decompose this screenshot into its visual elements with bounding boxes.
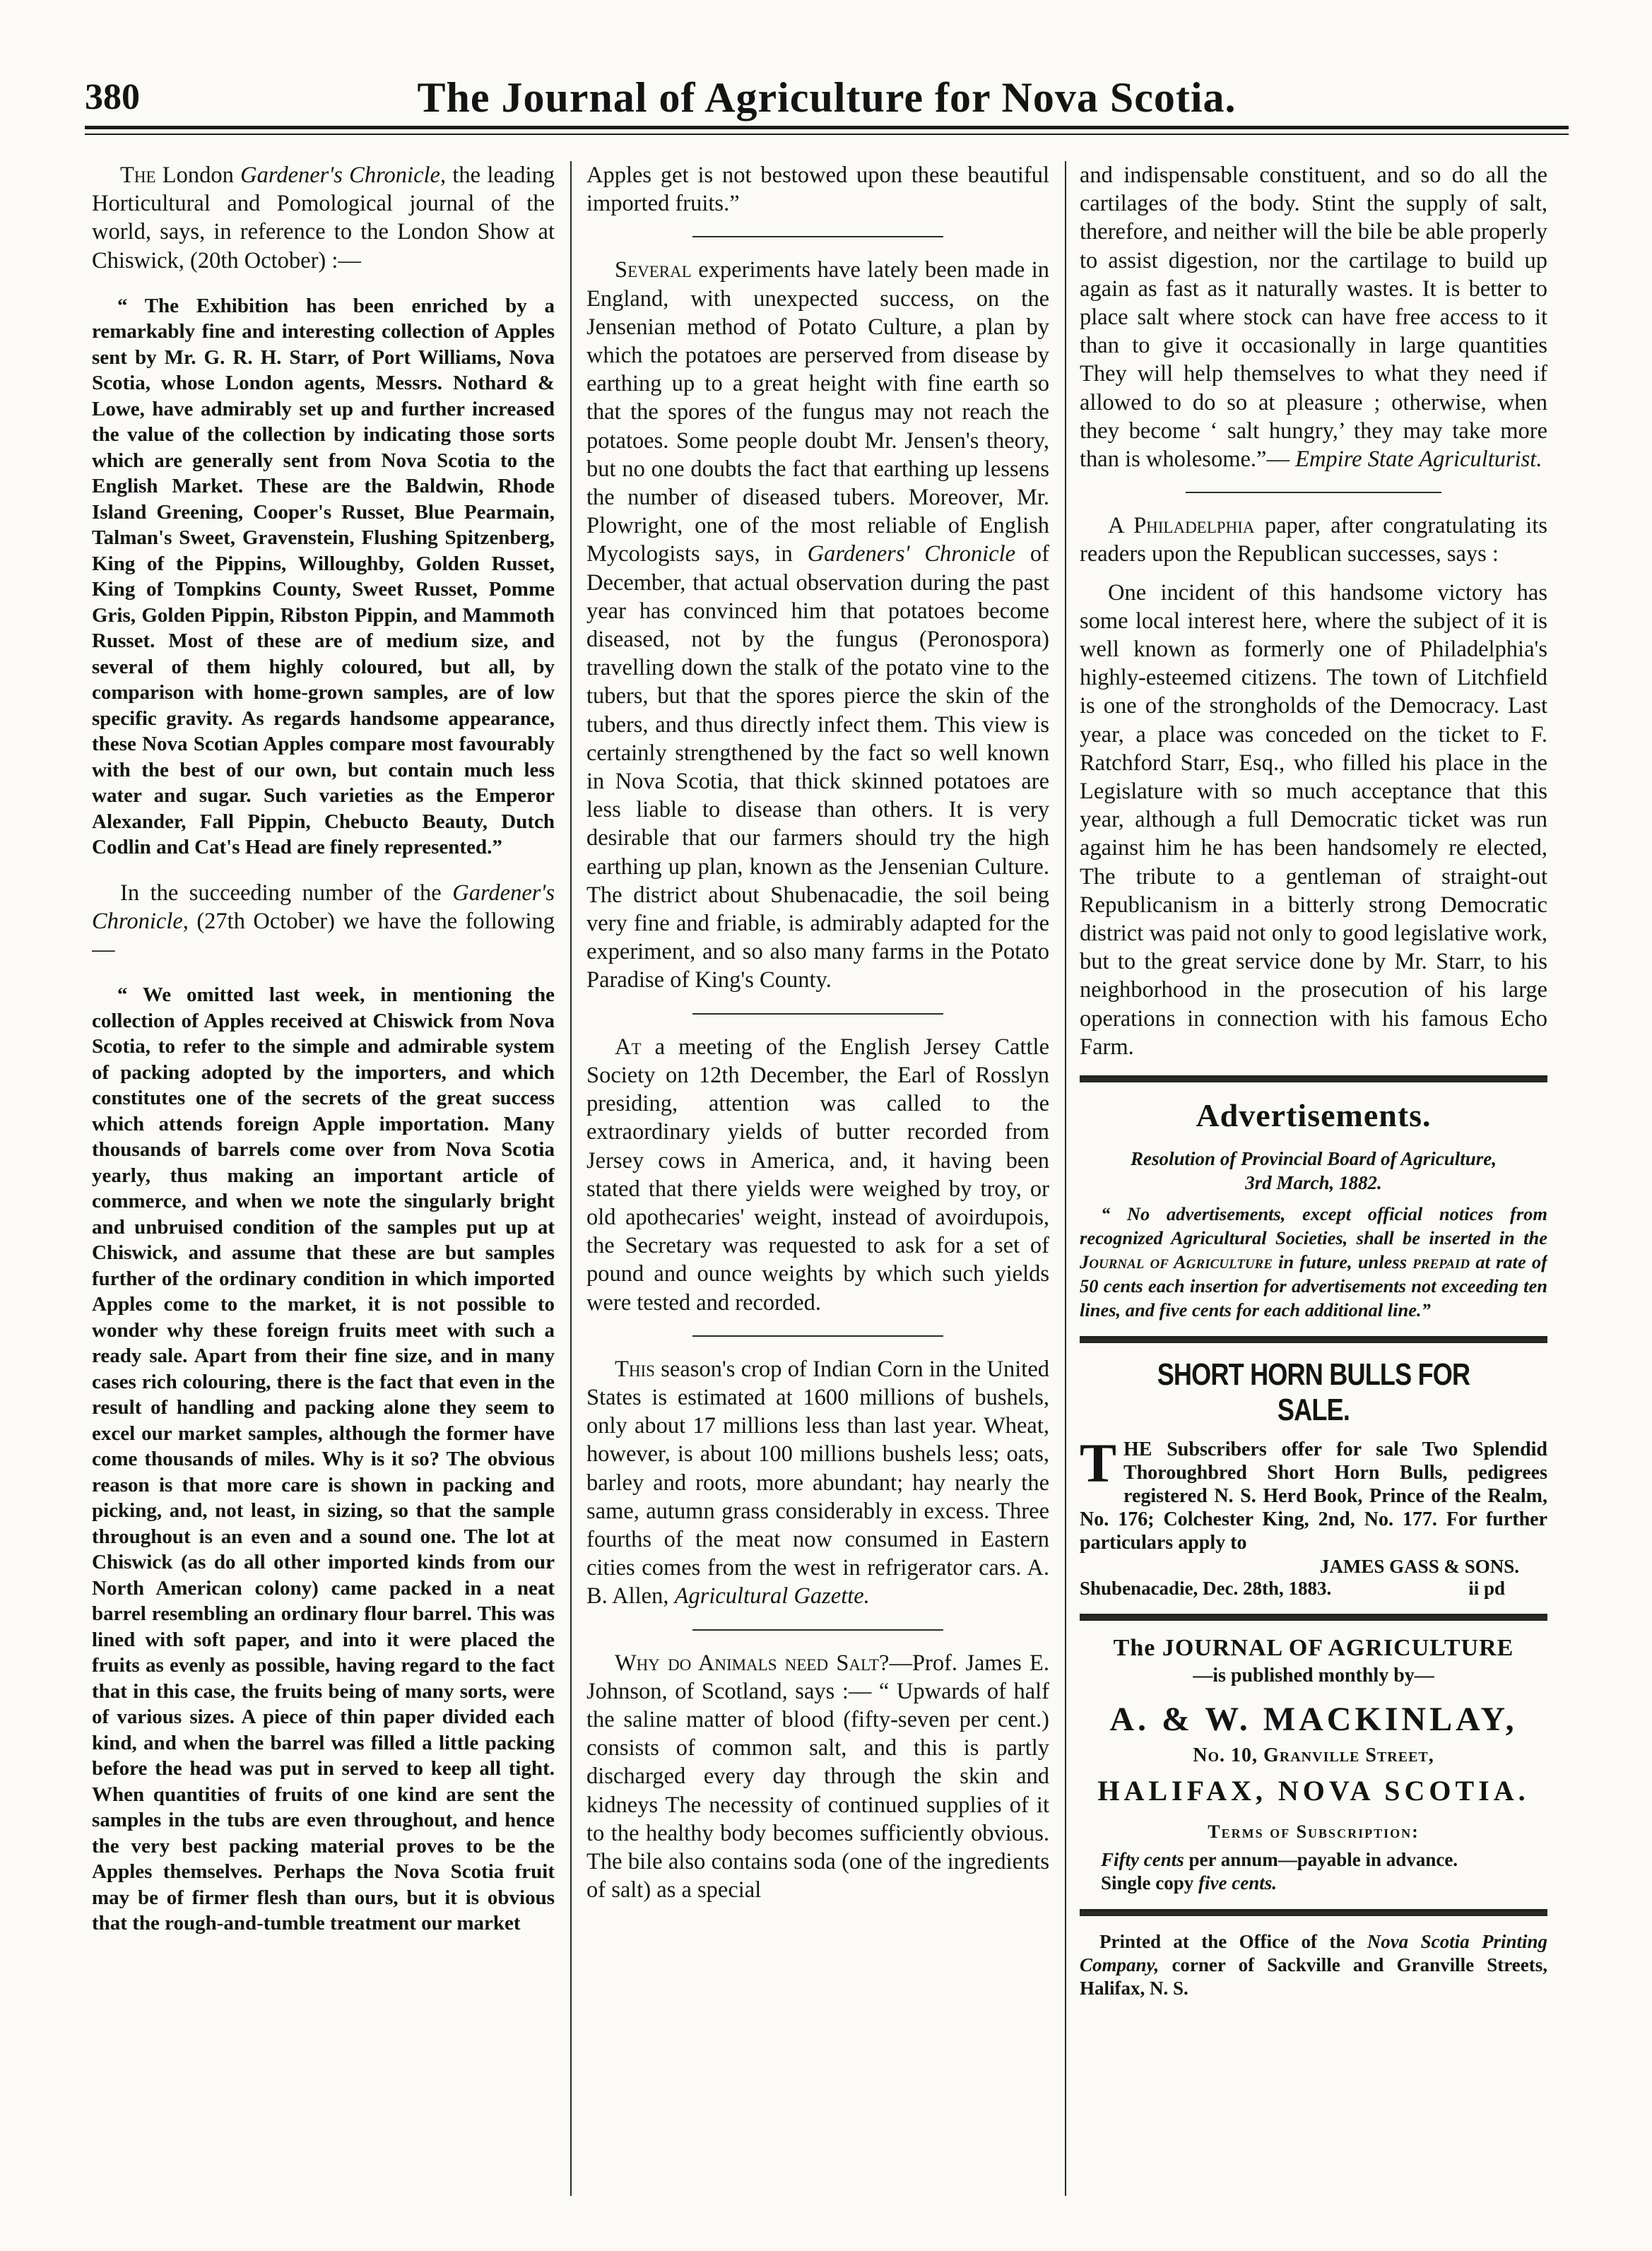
publisher-address: No. 10, Granville Street, (1193, 1744, 1434, 1767)
advertisements-heading: Advertisements. (1196, 1097, 1432, 1134)
column-1 (92, 161, 555, 2203)
header-rule-thin (85, 134, 1569, 135)
bulls-ad-title: SHORT HORN BULLS FOR SALE. (1157, 1357, 1470, 1428)
terms-annual: Fifty cents per annum—payable in advance. (1101, 1849, 1458, 1871)
terms-single: Single copy five cents. (1101, 1872, 1277, 1894)
article-philadelphia-intro: A Philadelphia paper, after congratulating its readers upon the Republican successes, says : (1080, 513, 1547, 567)
quote-continuation: Apples get is not bestowed upon these beautiful imported fruits.” (586, 163, 1049, 217)
bulls-ad-dateline: Shubenacadie, Dec. 28th, 1883. ii pd (1080, 1578, 1505, 1600)
header-rule (85, 126, 1569, 129)
page-number: 380 (85, 77, 140, 117)
article-divider (1186, 492, 1441, 493)
article-chiswick-followup: In the succeeding number of the Gardener's Chronicle, (27th October) we have the following — (92, 880, 555, 963)
publisher-name: A. & W. MACKINLAY, (1109, 1701, 1518, 1739)
quote-packing: “ We omitted last week, in mentioning the collection of Apples received at Chiswick from Nova Scotia, to refer to the simple and admirable system of packing adopted by the importers, and which constitutes one of the secrets of the great success which attends foreign Apple importation. Many thousands of barrels come over from Nova Scotia yearly, thus making an important article of commerce, and when we note the singularly bright and unbruised condition of the samples put up at Chiswick, and assume that these are but samples further of the ordinary condition in which imported Apples come to the market, it is not possible to wonder why these foreign fruits meet with such a ready sale. Apart from their fine size, and in many cases rich colouring, there is the fact that even in the result of handling and packing alone they seem to excel our market samples, although the former have come thousands of miles. Why is it so? The obvious reason is that more care is shown in packing and picking, and, not least, in sizing, so that the sample throughout is an even and a sound one. The lot at Chiswick (as do all other imported kinds from our North American colony) came packed in a neat barrel resembling an ordinary flour barrel. This was lined with soft paper, and into it were placed the fruits as evenly as possible, having regard to the fact that in this case, the fruits being of many sorts, were of various sizes. A piece of thin paper divided each kind, and when the barrel was filled a little packing before the head was put in served to keep all tight. When quantities of fruits of one kind are sent the samples in the tubs are even throughout, and hence the very best packing material proves to be the Apples themselves. Perhaps the Nova Scotia fruit may be of firmer flesh than ours, but it is obvious that the rough-and-tumble treatment our market (92, 983, 555, 1935)
ad-divider (1080, 1336, 1547, 1343)
column-2 (586, 161, 1049, 2203)
article-indian-corn: This season's crop of Indian Corn in the United States is estimated at 1600 millions of bushels, only about 17 millions less than last year. Wheat, however, is about 100 millions bushels less; oats, barley and roots, more abundant; hay nearly the same, autumn grass considerably in excess. Three fourths of the meat now consumed in Eastern cities comes from the west in refrigerator cars. A. B. Allen, Agricultural Gazette. (586, 1356, 1049, 1609)
publisher-city: HALIFAX, NOVA SCOTIA. (1097, 1775, 1530, 1807)
article-jersey-cattle: At a meeting of the English Jersey Cattle Society on 12th December, the Earl of Rosslyn presiding, attention was called to the extraordinary yields of butter recorded from Jersey cows in America, and, it having been stated that there yields were weighed by troy, or old apothecaries' weight, instead of avoirdupois, the Secretary was requested to ask for a set of pound and ounce weights by which such yields were tested and recorded. (586, 1034, 1049, 1316)
article-animal-salt: Why do Animals need Salt?—Prof. James E. Johnson, of Scotland, says :— “ Upwards of half the saline matter of blood (fifty-seven per cent.) consists of common salt, and this is partly discharged every day through the skin and kidneys The necessity of continued supplies of it to the healthy body becomes sufficiently obvious. The bile also contains soda (one of the ingredients of salt) as a special (586, 1650, 1049, 1903)
terms-title: Terms of Subscription: (1208, 1821, 1420, 1843)
column-rule (1065, 161, 1066, 2196)
bulls-ad-text: THE Subscribers offer for sale Two Splendid Thoroughbred Short Horn Bulls, pedigrees registered N. S. Herd Book, Prince of the Realm, No. 176; Colchester King, 2nd, No. 177. For further particulars apply to (1080, 1432, 1547, 1554)
article-divider (692, 1013, 943, 1015)
article-divider (692, 1629, 943, 1631)
article-animal-salt-continued: and indispensable constituent, and so do all the cartilages of the body. Stint the supply of salt, therefore, and neither will the bile be able properly to assist digestion, nor the cartilage to build up again as fast as it naturally wastes. It is better to place salt where stock can have free access to it than to give it occasionally in large quantities They will help themselves to what they need if allowed to do so at pleasure ; otherwise, when they become ‘ salt hungry,’ they may take more than is wholesome.”— Empire State Agriculturist. (1080, 163, 1547, 473)
article-potato-culture: Several experiments have lately been made in England, with unexpected success, on the Jensenian method of Potato Culture, a plan by which the potatoes are perserved from disease by earthing up to a great height with fine earth so that the spores of the fungus may not reach the potatoes. Some people doubt Mr. Jensen's theory, but no one doubts the fact that earthing up lessens the number of diseased tubers. Moreover, Mr. Plowright, one of the most reliable of English Mycologists says, in Gardeners' Chronicle of December, that actual observation during the past year has convinced him that potatoes become diseased, not by the fungus (Peronospora) travelling down the stalk of the potato vine to the tubers, but that the spores pierce the skin of the tubers, and thus directly infect them. This view is certainly strengthened by the fact so well known in Nova Scotia, that thick skinned potatoes are less liable to disease than others. It is very desirable that our farmers should try the high earthing up plan, known as the Jensenian Culture. The district about Shubenacadie, the soil being very fine and friable, is admirably adapted for the experiment, and so also many farms in the Potato Paradise of King's County. (586, 257, 1049, 993)
article-philadelphia-quote: One incident of this handsome victory has some local interest here, where the subject of it is well known as formerly one of Philadelphia's highly-esteemed citizens. The town of Litchfield is one of the strongholds of the Democracy. Last year, a place was conceded on the ticket to F. Ratchford Starr, Esq., who filled his place in the Legislature with so much acceptance that this year, although a full Democratic ticket was run against him he has been handsomely re elected, The tribute to a gentleman of straight-out Republicanism in a bitterly strong Democratic district was paid not only to good legislative work, but to the great service done by Mr. Starr, to his neighborhood in the prosecution of his large operations in connection with his famous Echo Farm. (1080, 579, 1547, 1060)
column-rule (570, 161, 572, 2196)
column-3 (1080, 161, 1547, 2203)
printer-imprint: Printed at the Office of the Nova Scotia Printing Company, corner of Sackville and Granville Streets, Halifax, N. S. (1080, 1931, 1547, 1999)
resolution-date: 3rd March, 1882. (1245, 1172, 1382, 1194)
advertising-notice: “ No advertisements, except official notices from recognized Agricultural Societies, shall be inserted in the Journal of Agriculture in future, unless prepaid at rate of 50 cents each insertion for advertisements not exceeding ten lines, and five cents for each additional line.” (1080, 1203, 1547, 1321)
publisher-subtitle: —is published monthly by— (1193, 1665, 1434, 1687)
page-header (85, 71, 1569, 127)
resolution-line: Resolution of Provincial Board of Agriculture, (1130, 1148, 1497, 1170)
article-chiswick-intro: The London Gardener's Chronicle, the leading Horticultural and Pomological journal of the world, says, in reference to the London Show at Chiswick, (20th October) :— (92, 163, 555, 273)
drop-cap: T (1080, 1432, 1117, 1494)
ad-divider (1080, 1614, 1547, 1621)
ads-divider (1080, 1075, 1547, 1082)
imprint-divider (1080, 1909, 1547, 1916)
publisher-title: The JOURNAL OF AGRICULTURE (1113, 1635, 1514, 1662)
journal-title: The Journal of Agriculture for Nova Scotia. (417, 74, 1237, 121)
bulls-ad-signature: JAMES GASS & SONS. (1319, 1556, 1519, 1578)
article-divider (692, 236, 943, 237)
article-divider (692, 1335, 943, 1337)
quote-exhibition: “ The Exhibition has been enriched by a remarkably fine and interesting collection of Apples sent by Mr. G. R. H. Starr, of Port Williams, Nova Scotia, whose London agents, Messrs. Nothard & Lowe, have admirably set up and further increased the value of the collection by indicating those sorts which are generally sent from Nova Scotia to the English Market. These are the Baldwin, Rhode Island Greening, Cooper's Russet, Blue Pearmain, Talman's Sweet, Gravenstein, Flushing Spitzenberg, King of the Pippins, Willoughby, Golden Russet, King of Tompkins County, Sweet Russet, Pomme Gris, Golden Pippin, Ribston Pippin, and Mammoth Russet. Most of these are of medium size, and several of them highly coloured, but all, by comparison with home-grown samples, are of low specific gravity. As regards handsome appearance, these Nova Scotian Apples compare most favourably with the best of our own, but contain much less water and sugar. Such varieties as the Emperor Alexander, Fall Pippin, Chebucto Beauty, Dutch Codlin and Cat's Head are finely represented.” (92, 294, 555, 859)
